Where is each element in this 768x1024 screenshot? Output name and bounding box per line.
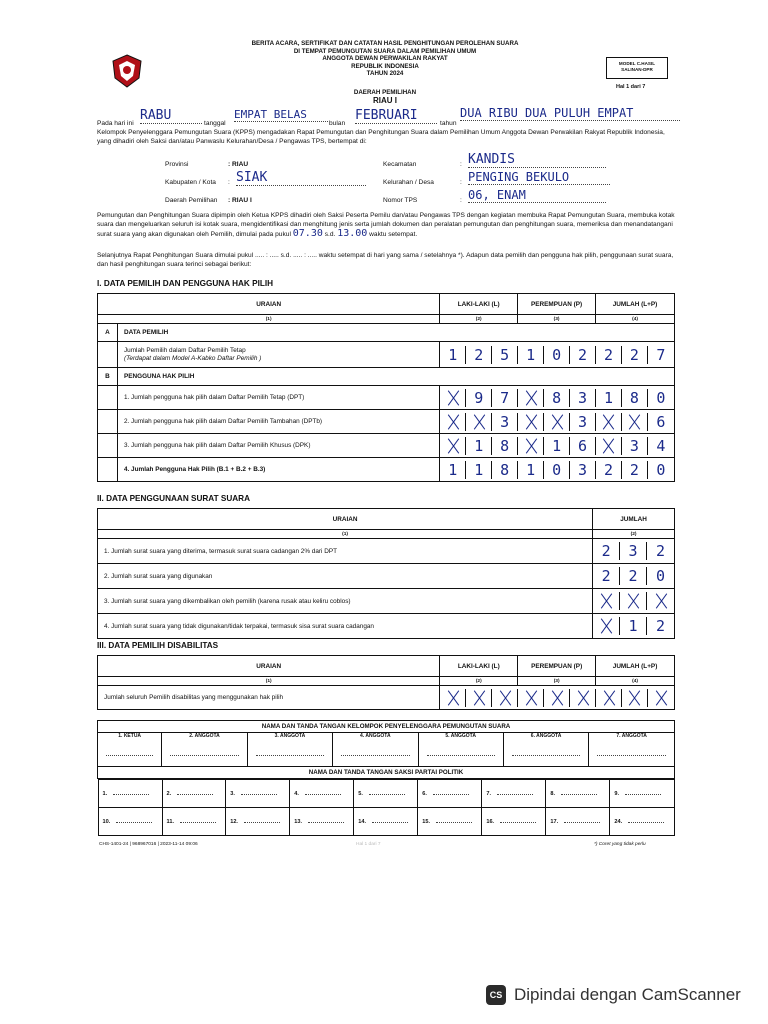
saksi-number: 4. [294, 790, 299, 797]
ss-r4-values [593, 614, 675, 639]
kpps-role-label: 7. ANGGOTA [616, 733, 647, 739]
crossed-digit-box [570, 689, 596, 707]
col-jumlah: JUMLAH (L+P) [596, 656, 675, 677]
model-box [606, 57, 668, 79]
crossed-digit-box [596, 689, 622, 707]
section2-title: II. DATA PENGGUNAAN SURAT SUARA [97, 494, 250, 503]
section1-table [97, 293, 675, 482]
signature-table [97, 720, 675, 836]
header-line: DI TEMPAT PEMUNGUTAN SUARA DALAM PEMILIHAN UMUM [293, 47, 477, 55]
page-number: Hal 1 dari 7 [616, 84, 646, 90]
camscanner-badge: CS [486, 985, 506, 1005]
col-perempuan: PEREMPUAN (P) [518, 656, 596, 677]
crossed-digit-box [596, 437, 622, 455]
saksi-signature-cell [418, 780, 482, 808]
col-number: (3) [518, 677, 596, 686]
body-paragraph-1 [97, 211, 677, 240]
kpps-title: NAMA DAN TANDA TANGAN KELOMPOK PENYELENGGARA PEMUNGUTAN SUARA [98, 721, 675, 733]
b3-values [440, 434, 675, 458]
digit-box: 3 [570, 413, 596, 431]
section-b-code: B [98, 368, 118, 386]
digit-row [440, 346, 674, 364]
signature-line [436, 822, 472, 823]
col-number: (1) [98, 530, 593, 539]
signature-line [561, 794, 597, 795]
digit-box: 8 [492, 461, 518, 479]
crossed-digit-box [647, 592, 674, 610]
provinsi-value: : RIAU [228, 161, 249, 168]
ss-r3-values [593, 589, 675, 614]
saksi-number: 5. [358, 790, 363, 797]
model-line: SALINAN-DPR [621, 67, 653, 72]
kpps-role-label: 5. ANGGOTA [445, 733, 476, 739]
digit-box: 1 [544, 437, 570, 455]
digit-row [593, 617, 674, 635]
dpt-row-note: (Terdapat dalam Model A-Kabko Daftar Pemilih ) [123, 354, 262, 362]
b1-label: 1. Jumlah pengguna hak pilih dalam Daftar Pemilih Tetap (DPT) [117, 386, 439, 410]
digit-box: 3 [570, 389, 596, 407]
digit-box: 1 [620, 617, 647, 635]
saksi-number: 24. [614, 818, 623, 825]
col-laki: LAKI-LAKI (L) [440, 294, 518, 315]
kpps-role-label: 4. ANGGOTA [360, 733, 391, 739]
kpps-signature-cell [333, 733, 418, 767]
col-laki: LAKI-LAKI (L) [440, 656, 518, 677]
b4-values [440, 458, 675, 482]
ss-r3-label: 3. Jumlah surat suara yang dikembalikan oleh pemilih (karena rusak atau keliru coblos) [98, 589, 593, 614]
kpps-signature-cell [589, 733, 675, 767]
signature-line [427, 755, 495, 756]
model-line: MODEL C.HASIL [618, 61, 656, 66]
digit-box: 3 [620, 542, 647, 560]
kpps-role-label: 2. ANGGOTA [189, 733, 220, 739]
saksi-signature-cell [546, 808, 610, 836]
saksi-number: 15. [422, 818, 431, 825]
ss-r2-label: 2. Jumlah surat suara yang digunakan [98, 564, 593, 589]
crossed-digit-box [518, 437, 544, 455]
provinsi-label: Provinsi [165, 161, 189, 168]
kecamatan-label: Kecamatan [383, 161, 417, 168]
header-line: REPUBLIK INDONESIA [351, 62, 419, 70]
digit-box: 3 [570, 461, 596, 479]
b3-label: 3. Jumlah pengguna hak pilih dalam Daftar Pemilih Khusus (DPK) [117, 434, 439, 458]
section-a-title: DATA PEMILIH [117, 324, 674, 342]
document-header [170, 40, 600, 78]
kpps-signature-cell [503, 733, 588, 767]
signature-line [241, 794, 277, 795]
tahun-value: DUA RIBU DUA PULUH EMPAT [460, 106, 680, 121]
crossed-digit-box [622, 413, 648, 431]
signature-line [116, 822, 152, 823]
kpps-signature-cell [418, 733, 503, 767]
crossed-digit-box [596, 413, 622, 431]
saksi-number: 7. [486, 790, 491, 797]
digit-box: 2 [656, 617, 666, 635]
digit-box: 2 [570, 346, 596, 364]
digit-box: 3 [492, 413, 518, 431]
digit-box: 7 [656, 345, 666, 364]
footer-page: Hal 1 dari 7 [356, 842, 381, 847]
digit-box: 2 [596, 461, 622, 479]
signature-line [308, 822, 344, 823]
digit-box: 0 [656, 567, 666, 585]
saksi-number: 11. [166, 818, 174, 825]
saksi-signature-cell [482, 780, 546, 808]
saksi-number: 1. [102, 790, 108, 797]
saksi-signature-cell [482, 808, 546, 836]
col-jumlah: JUMLAH [593, 509, 675, 530]
crossed-digit-box [492, 689, 518, 707]
digit-box: 6 [570, 437, 596, 455]
signature-line [433, 794, 469, 795]
body-text-end: waktu setempat. [369, 231, 418, 239]
kelurahan-value: PENGING BEKULO [468, 170, 610, 185]
digit-row [440, 461, 674, 479]
digit-box: 4 [656, 436, 666, 455]
daerah-label: DAERAH PEMILIHAN [353, 89, 417, 96]
digit-box: 0 [544, 461, 570, 479]
digit-box: 1 [596, 389, 622, 407]
signature-line [106, 755, 153, 756]
blank-cell [98, 410, 118, 434]
signature-line [597, 755, 666, 756]
blank-cell [98, 434, 118, 458]
saksi-container [98, 779, 675, 837]
disabilitas-label: Jumlah seluruh Pemilih disabilitas yang menggunakan hak pilih [98, 686, 440, 710]
col-number: (1) [98, 677, 440, 686]
tanggal-value: EMPAT BELAS [234, 108, 328, 122]
signature-line [177, 794, 213, 795]
signature-line [625, 794, 661, 795]
saksi-number: 10. [102, 818, 111, 825]
dpt-row-text: Jumlah Pemilih dalam Daftar Pemilih Tetap [123, 346, 246, 354]
footer-code: CHS-1401-24 | 968967016 | 2023-11-14 09:06 [99, 842, 198, 847]
header-line: TAHUN 2024 [366, 70, 404, 78]
kpps-signature-cell [162, 733, 247, 767]
crossed-digit-box [518, 689, 544, 707]
colon: : [460, 161, 462, 168]
col-uraian: URAIAN [98, 294, 440, 315]
saksi-signature-cell [162, 780, 226, 808]
digit-row [440, 437, 674, 455]
saksi-signature-cell [610, 780, 674, 808]
saksi-signature-cell [226, 808, 290, 836]
tanggal-label: tanggal [204, 120, 226, 127]
body-text: Pemungutan dan Penghitungan Suara dipimpin oleh Ketua KPPS dihadiri oleh Saksi Peserta Pemilu dan/atau Pengawas TPS dengan kegiatan membuka Rapat Pemungutan Suara, membuka kotak suara dan mengeluarkan seluruh isi kotak suara, mengidentifikasi dan menghitung jenis serta jumlah dokumen dan peralatan pemungutan dan penghitungan suara, memeriksa dan menandatangani surat suara yang akan digunakan oleh Pemilih, dimulai pada pukul [97, 212, 675, 239]
digit-row [593, 567, 674, 585]
pada-hari-label: Pada hari ini [97, 120, 134, 127]
crossed-digit-box [440, 689, 466, 707]
section-b-title: PENGGUNA HAK PILIH [117, 368, 674, 386]
colon: : [228, 179, 230, 186]
digit-box: 2 [622, 346, 648, 364]
saksi-signature-cell [546, 780, 610, 808]
saksi-number: 3. [230, 790, 235, 797]
hari-value: RABU [140, 108, 202, 124]
ss-r2-values [593, 564, 675, 589]
crossed-digit-box [593, 617, 620, 635]
digit-box: 2 [622, 461, 648, 479]
digit-box: 1 [466, 437, 492, 455]
blank-cell [98, 386, 118, 410]
dpt-row-label [117, 342, 439, 368]
col-jumlah: JUMLAH (L+P) [596, 294, 675, 315]
kpps-signature-cell [247, 733, 332, 767]
saksi-signature-cell [290, 808, 354, 836]
ss-r4-label: 4. Jumlah surat suara yang tidak digunakan/tidak terpakai, termasuk sisa surat suara cadangan [98, 614, 593, 639]
kpps-role-label: 1. KETUA [118, 733, 142, 739]
saksi-signature-cell [610, 808, 674, 836]
col-uraian: URAIAN [98, 656, 440, 677]
time-end: 13.00 [337, 228, 368, 240]
digit-box: 1 [440, 346, 466, 364]
kabupaten-label: Kabupaten / Kota [165, 179, 216, 186]
camscanner-text: Dipindai dengan CamScanner [514, 985, 741, 1004]
section1-title: I. DATA PEMILIH DAN PENGGUNA HAK PILIH [97, 279, 274, 288]
crossed-digit-box [620, 592, 647, 610]
b2-values [440, 410, 675, 434]
kpu-logo [112, 54, 142, 88]
daerah-value: RIAU I [373, 95, 397, 105]
signature-line [341, 755, 409, 756]
section-a-code: A [98, 324, 118, 342]
crossed-digit-box [440, 389, 466, 407]
disabilitas-values [440, 686, 675, 710]
ss-r1-values [593, 539, 675, 564]
signature-line [369, 794, 405, 795]
blank-cell [98, 458, 118, 482]
saksi-row [98, 780, 674, 808]
digit-row [593, 542, 674, 560]
b4-label: 4. Jumlah Pengguna Hak Pilih (B.1 + B.2 + B.3) [117, 458, 439, 482]
digit-row [593, 592, 674, 610]
crossed-digit-box [466, 413, 492, 431]
tps-label: Nomor TPS [383, 197, 418, 204]
signature-line [170, 755, 238, 756]
digit-box: 1 [440, 461, 466, 479]
saksi-signature-cell [354, 780, 418, 808]
digit-box: 2 [620, 567, 647, 585]
saksi-number: 14. [358, 818, 367, 825]
digit-box: 8 [544, 389, 570, 407]
digit-row [440, 389, 674, 407]
section3-table [97, 655, 675, 710]
col-number: (4) [596, 315, 675, 324]
saksi-number: 2. [166, 790, 172, 797]
signature-line [113, 794, 149, 795]
digit-box: 0 [656, 460, 666, 479]
time-start: 07.30 [292, 228, 323, 240]
crossed-digit-box [518, 413, 544, 431]
section3-title: III. DATA PEMILIH DISABILITAS [97, 641, 219, 650]
digit-box: 9 [466, 389, 492, 407]
saksi-number: 9. [614, 790, 620, 797]
signature-line [500, 822, 536, 823]
blank-cell [98, 342, 118, 368]
saksi-signature-cell [418, 808, 482, 836]
col-perempuan: PEREMPUAN (P) [518, 294, 596, 315]
saksi-title: NAMA DAN TANDA TANGAN SAKSI PARTAI POLITIK [98, 767, 675, 779]
saksi-signature-cell [98, 808, 162, 836]
digit-box: 8 [492, 437, 518, 455]
signature-line [180, 822, 216, 823]
col-uraian: URAIAN [98, 509, 593, 530]
b2-label: 2. Jumlah pengguna hak pilih dalam Daftar Pemilih Tambahan (DPTb) [117, 410, 439, 434]
section2-table [97, 508, 675, 639]
crossed-digit-box [440, 437, 466, 455]
digit-box: 2 [596, 346, 622, 364]
signature-line [256, 755, 324, 756]
col-number: (2) [593, 530, 675, 539]
digit-box: 6 [656, 412, 666, 431]
saksi-signature-cell [98, 780, 162, 808]
col-number: (4) [596, 677, 675, 686]
tahun-label: tahun [440, 120, 457, 127]
saksi-signature-cell [226, 780, 290, 808]
signature-line [305, 794, 341, 795]
crossed-digit-box [544, 689, 570, 707]
digit-box: 3 [622, 437, 648, 455]
footer-note: *) Coret yang tidak perlu [594, 842, 646, 847]
kabupaten-value: SIAK [236, 170, 366, 186]
ss-r1-label: 1. Jumlah surat suara yang diterima, termasuk surat suara cadangan 2% dari DPT [98, 539, 593, 564]
digit-box: 7 [492, 389, 518, 407]
body-paragraph-2: Selanjutnya Rapat Penghitungan Suara dimulai pukul ..... : ..... s.d. ..... : ..... waktu setempat di hari yang sama / setelahnya *). Adapun data pemilih dan pengguna hak pilih, penggunaan surat suara, dan hasil penghitungan suara terinci sebagai berikut: [97, 252, 674, 269]
bulan-label: bulan [329, 120, 346, 127]
digit-box: 0 [656, 388, 666, 407]
saksi-signature-cell [162, 808, 226, 836]
saksi-number: 17. [550, 818, 559, 825]
tps-value: 06, ENAM [468, 188, 606, 203]
saksi-number: 13. [294, 818, 303, 825]
digit-row [440, 413, 674, 431]
colon: : [460, 197, 462, 204]
digit-box: 2 [466, 346, 492, 364]
signature-line [497, 794, 533, 795]
kpps-row [98, 733, 675, 767]
saksi-number: 16. [486, 818, 495, 825]
col-number: (2) [440, 315, 518, 324]
crossed-digit-box [466, 689, 492, 707]
signature-line [564, 822, 600, 823]
digit-box: 0 [544, 346, 570, 364]
digit-box: 2 [593, 542, 620, 560]
daerah-block [170, 89, 600, 104]
kecamatan-value: KANDIS [468, 152, 606, 168]
digit-box: 1 [518, 461, 544, 479]
saksi-number: 8. [550, 790, 556, 797]
crossed-digit-box [622, 689, 648, 707]
saksi-signature-cell [354, 808, 418, 836]
digit-box: 1 [466, 461, 492, 479]
crossed-digit-box [440, 413, 466, 431]
bulan-value: FEBRUARI [355, 108, 437, 124]
time-sd: s.d. [324, 231, 336, 239]
kpps-role-label: 3. ANGGOTA [274, 733, 306, 739]
dapil-value: : RIAU I [228, 197, 252, 204]
intro-paragraph: Kelompok Penyelenggara Pemungutan Suara (KPPS) mengadakan Rapat Pemungutan dan Penghitungan Suara dalam Pemilihan Umum Anggota Dewan Perwakilan Rakyat Republik Indonesia, yang dihadiri oleh Saksi dan/atau Panwaslu Kelurahan/Desa / Pengawas TPS, bertempat di: [97, 129, 665, 146]
digit-box: 1 [518, 346, 544, 364]
signature-line [372, 822, 408, 823]
kelurahan-label: Kelurahan / Desa [383, 179, 434, 186]
b1-values [440, 386, 675, 410]
dapil-label: Daerah Pemilihan [165, 197, 218, 204]
crossed-digit-box [518, 389, 544, 407]
saksi-row [98, 808, 674, 836]
crossed-digit-box [648, 689, 674, 707]
signature-line [512, 755, 580, 756]
dpt-values [440, 342, 675, 368]
digit-box: 2 [593, 567, 620, 585]
signature-line [244, 822, 280, 823]
saksi-number: 12. [230, 818, 238, 825]
digit-box: 5 [492, 346, 518, 364]
saksi-signature-cell [290, 780, 354, 808]
digit-row [440, 689, 674, 707]
crossed-digit-box [593, 592, 620, 610]
kpps-role-label: 6. ANGGOTA [530, 733, 562, 739]
colon: : [460, 179, 462, 186]
col-number: (3) [518, 315, 596, 324]
header-line: ANGGOTA DEWAN PERWAKILAN RAKYAT [322, 55, 448, 63]
saksi-number: 6. [422, 790, 427, 797]
col-number: (2) [440, 677, 518, 686]
digit-box: 2 [656, 542, 666, 560]
header-line: BERITA ACARA, SERTIFIKAT DAN CATATAN HASIL PENGHITUNGAN PEROLEHAN SUARA [251, 40, 519, 47]
crossed-digit-box [544, 413, 570, 431]
signature-line [628, 822, 664, 823]
saksi-grid [98, 779, 675, 836]
col-number: (1) [98, 315, 440, 324]
kpps-signature-cell [98, 733, 162, 767]
digit-box: 8 [622, 389, 648, 407]
